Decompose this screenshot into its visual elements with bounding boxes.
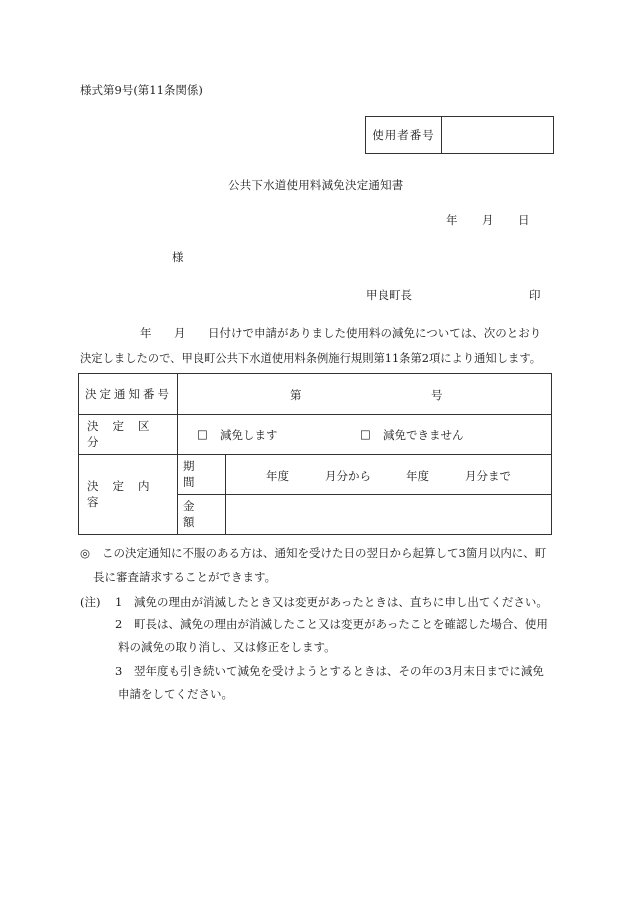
period-from-year: 年度 <box>266 469 289 483</box>
notice-number-gou: 号 <box>431 388 443 402</box>
reduce-checkbox[interactable]: □ <box>197 427 208 441</box>
addressee-suffix: 様 <box>172 250 184 264</box>
note-2-text-line-1: 町長は、減免の理由が消滅したこと又は変更があったことを確認した場合、使用 <box>134 617 548 631</box>
seal-mark: 印 <box>529 288 541 302</box>
period-field[interactable] <box>229 458 549 490</box>
amount-field[interactable] <box>229 498 549 530</box>
note-3-text-line-2: 申請をしてください。 <box>118 687 233 701</box>
issuer-name: 甲良町長 <box>366 288 412 302</box>
appeal-line-2: 長に審査請求することができます。 <box>93 570 277 584</box>
date-year-label: 年 <box>446 213 458 227</box>
date-month-label: 月 <box>482 213 494 227</box>
no-reduce-checkbox[interactable]: □ <box>360 427 371 441</box>
date-day-label: 日 <box>518 213 530 227</box>
appeal-marker: ◎ <box>80 546 91 560</box>
notice-number-header <box>85 374 173 414</box>
note-3-number: 3 <box>115 664 123 678</box>
decision-category-header-text: 決定区分 <box>87 419 164 449</box>
body-line-1: 日付けで申請がありました使用料の減免については、次のとおり <box>208 326 542 340</box>
note-label: (注) <box>80 595 101 609</box>
decision-content-header-text: 決定内容 <box>87 479 164 509</box>
notice-number-field[interactable] <box>305 380 425 408</box>
note-2-text-line-2: 料の減免の取り消し、又は修正をします。 <box>118 640 336 654</box>
notice-number-dai: 第 <box>290 388 302 402</box>
period-to-year: 年度 <box>406 469 429 483</box>
appeal-line-1: この決定通知に不服のある方は、通知を受けた日の翌日から起算して3箇月以内に、町 <box>102 546 547 560</box>
period-label-text: 期間 <box>183 459 204 489</box>
document-title: 公共下水道使用料減免決定通知書 <box>228 178 404 192</box>
period-to-month: 月分まで <box>465 469 511 483</box>
period-label <box>183 454 223 494</box>
note-1-text: 減免の理由が消滅したとき又は変更があったときは、直ちに申し出てください。 <box>134 595 548 609</box>
no-reduce-option-label: 減免できません <box>383 428 464 442</box>
amount-label <box>183 494 223 534</box>
user-number-box <box>365 116 554 154</box>
body-month-label: 月 <box>174 326 186 340</box>
note-2-number: 2 <box>115 617 123 631</box>
amount-label-text: 金額 <box>183 499 204 529</box>
decision-content-header <box>87 454 173 534</box>
body-line-2: 決定しましたので、甲良町公共下水道使用料条例施行規則第11条第2項により通知します。 <box>80 352 542 365</box>
reduce-option-label: 減免します <box>220 428 278 442</box>
note-1-number: 1 <box>115 595 123 609</box>
note-3-text-line-1: 翌年度も引き続いて減免を受けようとするときは、その年の3月末日までに減免 <box>134 664 544 678</box>
decision-category-header <box>87 414 173 454</box>
notice-number-header-text: 決定通知番号 <box>85 387 172 401</box>
decision-table <box>78 373 552 535</box>
user-number-field[interactable] <box>442 117 553 153</box>
body-year-label: 年 <box>140 326 152 340</box>
form-id: 様式第9号(第11条関係) <box>80 83 203 97</box>
user-number-label: 使用者番号 <box>366 117 442 153</box>
period-from-month: 月分から <box>325 469 371 483</box>
